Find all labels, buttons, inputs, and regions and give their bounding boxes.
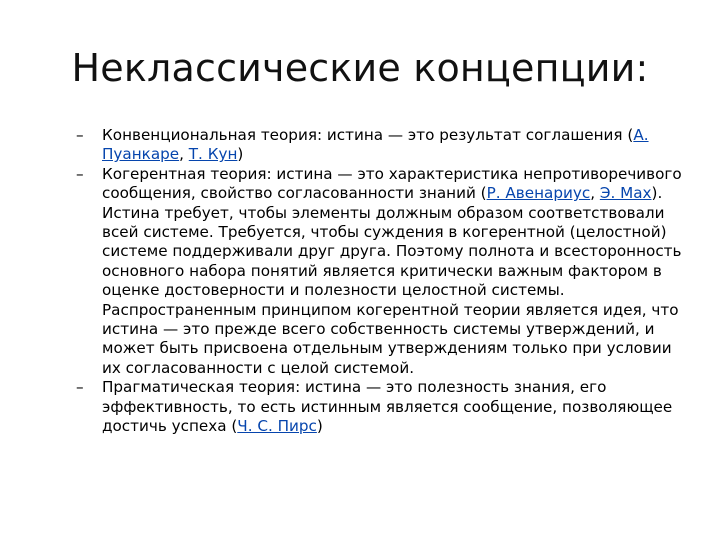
bullet-dash: – bbox=[76, 164, 84, 183]
item-text: ) bbox=[316, 417, 323, 436]
bullet-dash: – bbox=[76, 126, 84, 144]
item-text: Прагматическая теория: истина — это полезность знания, его эффективность, то есть истинным является сообщение, позволяющее достичь успеха ( bbox=[102, 378, 673, 436]
item-text: ) bbox=[237, 145, 244, 164]
bullet-list bbox=[76, 126, 686, 437]
item-text: Конвенциональная теория: истина — это результат соглашения ( bbox=[102, 126, 634, 144]
bullet-dash: – bbox=[76, 378, 84, 397]
item-text: Когерентная теория: истина — это характеристика непротиворечивого сообщения, свойство согласованности знаний ( bbox=[102, 164, 682, 203]
item-text: ). Истина требует, чтобы элементы должным образом соответствовали всей системе. Требуется, чтобы суждения в когерентной (целостной) системе поддерживали друг друга. Поэтому полнота и всесторонность основного набора понятий является критически важным фактором в оценке достоверности и полезности целостной системы. Распространенным принципом когерентной теории является идея, что истина — это прежде всего собственность системы утверждений, и может быть присвоена отдельным утверждениям только при условии их согласованности с целой системой. bbox=[102, 184, 682, 377]
reference-link[interactable]: А. Пуанкаре bbox=[102, 126, 649, 164]
item-text: , bbox=[590, 184, 600, 203]
reference-link[interactable]: Т. Кун bbox=[188, 145, 238, 164]
list-item bbox=[76, 378, 686, 436]
list-item bbox=[76, 126, 686, 165]
reference-link[interactable]: Э. Мах bbox=[599, 184, 652, 203]
list-item bbox=[76, 165, 686, 378]
reference-link[interactable]: Р. Авенариус bbox=[486, 184, 591, 203]
reference-link[interactable]: Ч. С. Пирс bbox=[237, 417, 317, 436]
item-text: , bbox=[179, 145, 189, 164]
slide-title: Неклассические концепции: bbox=[71, 46, 649, 90]
